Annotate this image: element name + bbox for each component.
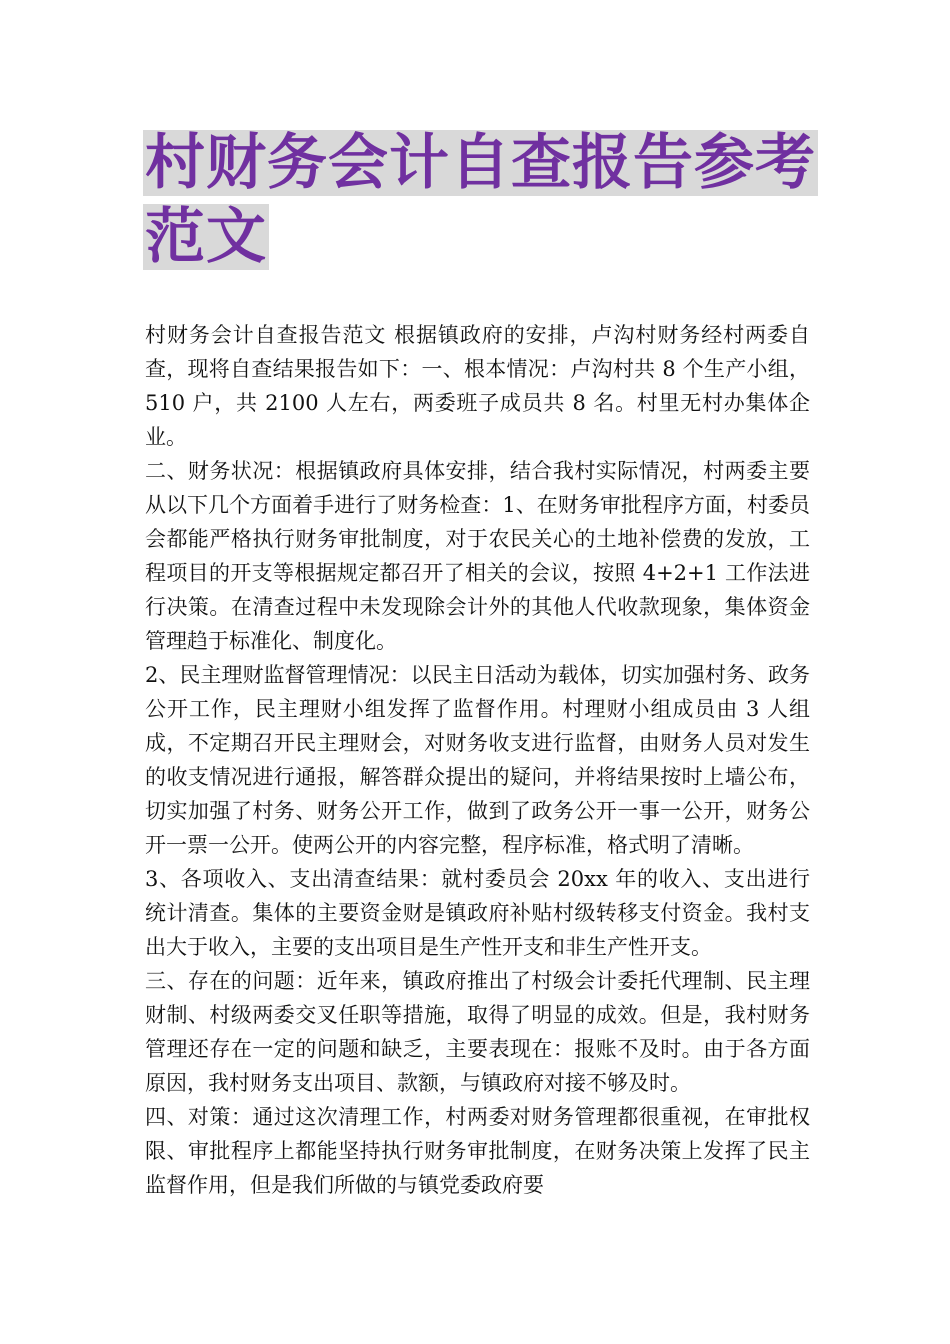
paragraph-1: 村财务会计自查报告范文 根据镇政府的安排，卢沟村财务经村两委自查，现将自查结果报告如下：一、根本情况：卢沟村共 8 个生产小组，510 户，共 2100 人左右，两委班子成员共 8 名。村里无村办集体企业。 <box>145 323 810 449</box>
paragraph-6: 四、对策：通过这次清理工作，村两委对财务管理都很重视，在审批权限、审批程序上都能坚持执行财务审批制度，在财务决策上发挥了民主监督作用，但是我们所做的与镇党委政府要 <box>145 1105 810 1197</box>
paragraph-3: 2、民主理财监督管理情况：以民主日活动为载体，切实加强村务、政务公开工作，民主理财小组发挥了监督作用。村理财小组成员由 3 人组成，不定期召开民主理财会，对财务收支进行监督，由财务人员对发生的收支情况进行通报，解答群众提出的疑问，并将结果按时上墙公布，切实加强了村务、财务公开工作，做到了政务公开一事一公开，财务公开一票一公开。使两公开的内容完整，程序标准，格式明了清晰。 <box>145 663 810 857</box>
paragraph-5: 三、存在的问题：近年来，镇政府推出了村级会计委托代理制、民主理财制、村级两委交叉任职等措施，取得了明显的成效。但是，我村财务管理还存在一定的问题和缺乏，主要表现在：报账不及时。由于各方面原因，我村财务支出项目、款额，与镇政府对接不够及时。 <box>145 969 810 1095</box>
document-title <box>143 128 816 278</box>
title-line-1: 村财务会计自查报告参考 <box>145 128 816 198</box>
paragraph-4: 3、各项收入、支出清查结果：就村委员会 20xx 年的收入、支出进行统计清查。集体的主要资金财是镇政府补贴村级转移支付资金。我村支出大于收入，主要的支出项目是生产性开支和非生产性开支。 <box>145 867 810 959</box>
document-body <box>145 318 810 1202</box>
paragraph-2: 二、财务状况：根据镇政府具体安排，结合我村实际情况，村两委主要从以下几个方面着手进行了财务检查：1、在财务审批程序方面，村委员会都能严格执行财务审批制度，对于农民关心的土地补偿费的发放，工程项目的开支等根据规定都召开了相关的会议，按照 4+2+1 工作法进行决策。在清查过程中未发现除会计外的其他人代收款现象，集体资金管理趋于标准化、制度化。 <box>145 459 810 653</box>
title-line-2: 范文 <box>145 202 267 272</box>
